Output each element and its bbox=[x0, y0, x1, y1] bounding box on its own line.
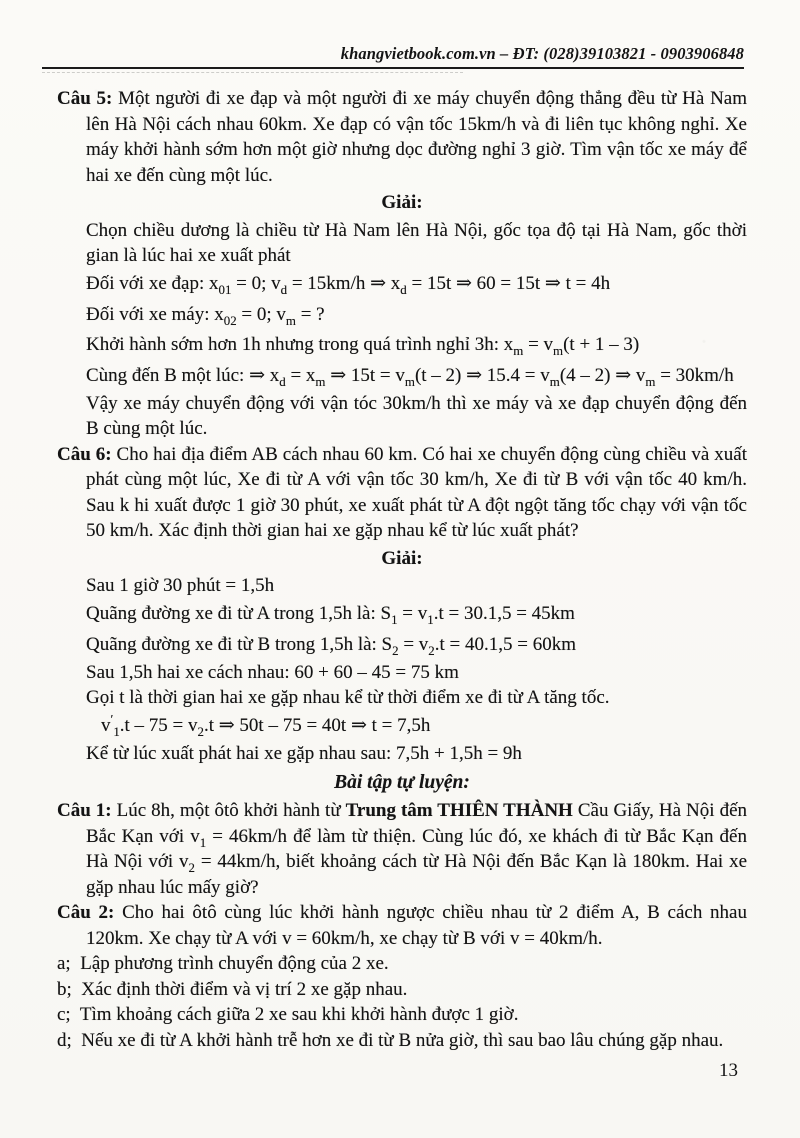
solution6-heading: Giải: bbox=[381, 547, 423, 569]
solution6-formula: Quãng đường xe đi từ B trong 1,5h là: $S_2 = v_2.t = 40.1,5 = 60km$ bbox=[86, 633, 576, 658]
list-item-d-label: d; bbox=[57, 1029, 72, 1051]
problem-cau2 bbox=[57, 900, 747, 951]
problem-cau5 bbox=[57, 86, 747, 188]
list-item-c-text: Tìm khoảng cách giữa 2 xe sau khi khởi hành được 1 giờ. bbox=[79, 1004, 519, 1025]
list-item-a bbox=[57, 951, 747, 977]
practice-section-heading: Bài tập tự luyện: bbox=[334, 771, 470, 793]
solution6-line: Gọi t là thời gian hai xe gặp nhau kể từ thời điểm xe đi từ A tăng tốc. bbox=[86, 687, 610, 708]
list-item-d bbox=[57, 1028, 747, 1054]
solution5-formula: Đối với xe máy: $x_{02} = 0$; $v_m$ = ? bbox=[86, 303, 325, 328]
list-item-a-label: a; bbox=[57, 953, 71, 974]
page-number: 13 bbox=[719, 1060, 738, 1081]
problem-cau5-text: Một người đi xe đạp và một người đi xe máy chuyển động thẳng đều từ Hà Nam lên Hà Nội cách nhau 60km. Xe đạp có vận tốc 15km/h và đi liên tục không nghỉ. Xe máy khởi hành sớm hơn một giờ nhưng dọc đường nghỉ 3 giờ. Tìm vận tốc xe máy để hai xe đến cùng một lúc. bbox=[86, 88, 748, 186]
problem-cau2-text: Cho hai ôtô cùng lúc khởi hành ngược chiều nhau từ 2 điểm A, B cách nhau 120km. Xe chạy từ A với v = 60km/h, xe chạy từ B với v = 40km/h. bbox=[86, 902, 747, 949]
solution6-line: Sau 1,5h hai xe cách nhau: 60 + 60 – 45 = 75 km bbox=[86, 661, 459, 683]
solution5-heading: Giải: bbox=[381, 192, 423, 213]
header-website-phone: khangvietbook.com.vn – ĐT: (028)39103821 - 0903906848 bbox=[340, 44, 744, 63]
solution6-conclusion: Kể từ lúc xuất phát hai xe gặp nhau sau: 7,5h + 1,5h = 9h bbox=[86, 743, 522, 764]
list-item-c-label: c; bbox=[57, 1004, 71, 1025]
solution5-line: Chọn chiều dương là chiều từ Hà Nam lên Hà Nội, gốc tọa độ tại Hà Nam, gốc thời gian là lúc hai xe xuất phát bbox=[86, 219, 747, 266]
header-divider bbox=[42, 67, 744, 69]
solution6-formula: $v'_1.t - 75 = v_2.t$ ⇒ 50t – 75 = 40t ⇒ t = 7,5h bbox=[101, 711, 431, 739]
solution5-conclusion: Vậy xe máy chuyển động với vận tóc 30km/h thì xe máy và xe đạp chuyển động đến B cùng một lúc. bbox=[86, 392, 747, 439]
page-content bbox=[57, 86, 747, 1053]
page-header bbox=[42, 44, 744, 69]
problem-cau1-text: Lúc 8h, một ôtô khởi hành từ Trung tâm THIÊN THÀNH Cầu Giấy, Hà Nội đến Bắc Kạn với $v_1 = 46km/h$ để làm từ thiện. Cùng lúc đó, xe khách đi từ Bắc Kạn đến Hà Nội với $v_2 = 44km/h$, biết khoảng cách từ Hà Nội đến Bắc Kạn là 180km. Hai xe gặp nhau lúc mấy giờ? bbox=[86, 800, 747, 898]
problem-cau5-label: Câu 5: bbox=[57, 88, 113, 109]
list-item-b-text: Xác định thời điểm và vị trí 2 xe gặp nhau. bbox=[81, 978, 408, 1000]
problem-cau2-label: Câu 2: bbox=[57, 902, 115, 923]
solution5-formula: Cùng đến B một lúc: ⇒ $x_d = x_m$ ⇒ $15t = v_m(t - 2)$ ⇒ $15.4 = v_m(4 - 2)$ ⇒ $v_m = 30km/h$ bbox=[86, 364, 734, 389]
problem-cau6 bbox=[57, 442, 747, 544]
problem-cau6-label: Câu 6: bbox=[57, 443, 112, 465]
problem-cau1 bbox=[57, 798, 747, 900]
list-item-d-text: Nếu xe đi từ A khởi hành trễ hơn xe đi từ B nửa giờ, thì sau bao lâu chúng gặp nhau. bbox=[81, 1029, 724, 1051]
problem-cau6-text: Cho hai địa điểm AB cách nhau 60 km. Có hai xe chuyển động cùng chiều và xuất phát cùng một lúc, Xe đi từ A với vận tốc 30 km/h, Xe đi từ B với vận tốc 40 km/h. Sau k hi xuất được 1 giờ 30 phút, xe xuất phát từ A đột ngột tăng tốc chạy với vận tốc 50 km/h. Xác định thời gian hai xe gặp nhau kể từ lúc xuất phát? bbox=[86, 443, 747, 541]
solution6-formula: Quãng đường xe đi từ A trong 1,5h là: $S_1 = v_1.t = 30.1,5 = 45km$ bbox=[86, 603, 575, 627]
list-item-b bbox=[57, 977, 747, 1003]
list-item-b-label: b; bbox=[57, 978, 72, 1000]
problem-cau1-label: Câu 1: bbox=[57, 800, 112, 821]
list-item-a-text: Lập phương trình chuyển động của 2 xe. bbox=[80, 953, 389, 974]
solution5-formula: Khởi hành sớm hơn 1h nhưng trong quá trình nghỉ 3h: $x_m = v_m(t + 1 - 3)$ bbox=[86, 334, 640, 358]
list-item-c bbox=[57, 1002, 747, 1028]
solution5-formula: Đối với xe đạp: $x_{01} = 0$; $v_d = 15km/h$ ⇒ $x_d = 15t$ ⇒ 60 = 15t ⇒ t = 4h bbox=[86, 273, 611, 297]
solution6-line: Sau 1 giờ 30 phút = 1,5h bbox=[86, 575, 275, 596]
